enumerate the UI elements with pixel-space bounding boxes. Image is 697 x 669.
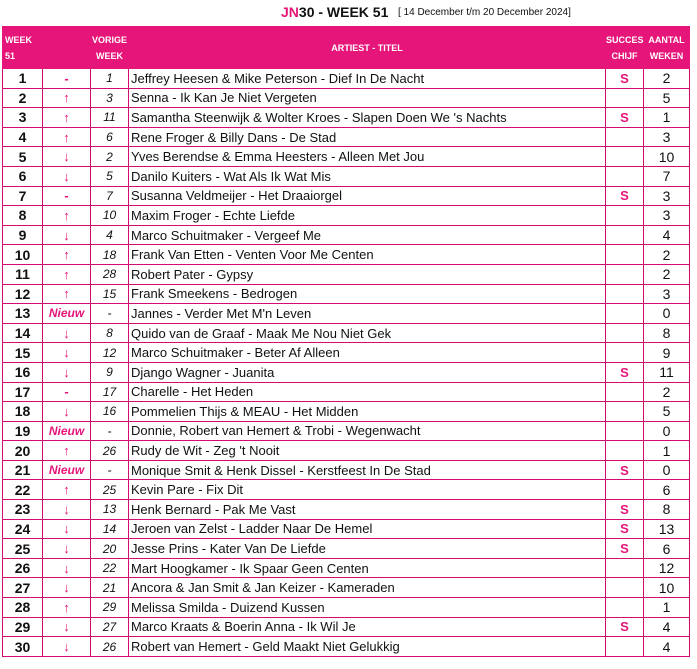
weeks-count-cell: 4 xyxy=(644,225,690,245)
position-cell: 16 xyxy=(3,362,43,382)
succes-cell xyxy=(606,480,644,500)
succes-cell: S xyxy=(606,460,644,480)
movement-cell: ↑ xyxy=(43,264,91,284)
weeks-line1: AANTAL xyxy=(648,34,685,45)
weeks-count-cell: 4 xyxy=(644,637,690,657)
artist-title-cell: Rene Froger & Billy Dans - De Stad xyxy=(129,127,606,147)
previous-week-cell: 28 xyxy=(91,264,129,284)
movement-cell: Nieuw xyxy=(43,304,91,324)
weeks-count-cell: 7 xyxy=(644,166,690,186)
position-cell: 27 xyxy=(3,578,43,598)
artist-title-cell: Marco Schuitmaker - Beter Af Alleen xyxy=(129,343,606,363)
previous-week-cell: 21 xyxy=(91,578,129,598)
weeks-count-cell: 10 xyxy=(644,578,690,598)
artist-title-cell: Susanna Veldmeijer - Het Draaiorgel xyxy=(129,186,606,206)
weeks-line2: WEKEN xyxy=(649,50,684,61)
succ-line1: SUCCES xyxy=(606,34,644,45)
weeks-count-cell: 5 xyxy=(644,402,690,422)
previous-week-cell: 13 xyxy=(91,500,129,520)
weeks-count-cell: 1 xyxy=(644,441,690,461)
succes-cell xyxy=(606,382,644,402)
succes-cell: S xyxy=(606,108,644,128)
artist-title-cell: Maxim Froger - Echte Liefde xyxy=(129,206,606,226)
table-row xyxy=(3,617,690,637)
weeks-count-cell: 3 xyxy=(644,206,690,226)
previous-week-cell: 29 xyxy=(91,598,129,618)
previous-week-cell: 7 xyxy=(91,186,129,206)
weeks-count-cell: 13 xyxy=(644,519,690,539)
movement-cell: ↓ xyxy=(43,402,91,422)
table-row xyxy=(3,304,690,324)
table-row xyxy=(3,637,690,657)
weeks-count-cell: 2 xyxy=(644,264,690,284)
position-cell: 10 xyxy=(3,245,43,265)
artist-title-cell: Samantha Steenwijk & Wolter Kroes - Slapen Doen We 's Nachts xyxy=(129,108,606,128)
succes-cell xyxy=(606,343,644,363)
table-row xyxy=(3,186,690,206)
table-row xyxy=(3,558,690,578)
table-row xyxy=(3,245,690,265)
table-row xyxy=(3,382,690,402)
position-cell: 19 xyxy=(3,421,43,441)
movement-cell: ↑ xyxy=(43,88,91,108)
chart-title xyxy=(281,4,388,20)
col-header-week: WEEK 51 xyxy=(3,27,43,69)
previous-week-cell: 14 xyxy=(91,519,129,539)
chart-title-bar xyxy=(0,0,697,26)
table-row xyxy=(3,519,690,539)
artist-title-cell: Rudy de Wit - Zeg 't Nooit xyxy=(129,441,606,461)
position-cell: 3 xyxy=(3,108,43,128)
table-row xyxy=(3,402,690,422)
weeks-count-cell: 3 xyxy=(644,127,690,147)
artist-title-cell: Jesse Prins - Kater Van De Liefde xyxy=(129,539,606,559)
movement-cell: ↑ xyxy=(43,441,91,461)
artist-title-cell: Senna - Ik Kan Je Niet Vergeten xyxy=(129,88,606,108)
succes-cell xyxy=(606,402,644,422)
previous-week-cell: 17 xyxy=(91,382,129,402)
table-row xyxy=(3,88,690,108)
table-row xyxy=(3,323,690,343)
artist-title-cell: Yves Berendse & Emma Heesters - Alleen Met Jou xyxy=(129,147,606,167)
weeks-count-cell: 3 xyxy=(644,284,690,304)
table-row xyxy=(3,284,690,304)
succes-cell xyxy=(606,637,644,657)
previous-week-cell: 6 xyxy=(91,127,129,147)
header-row xyxy=(3,27,690,69)
previous-week-cell: 27 xyxy=(91,617,129,637)
artist-title-cell: Danilo Kuiters - Wat Als Ik Wat Mis xyxy=(129,166,606,186)
succ-line2: CHIJF xyxy=(611,50,638,61)
position-cell: 28 xyxy=(3,598,43,618)
position-cell: 22 xyxy=(3,480,43,500)
movement-cell: ↑ xyxy=(43,284,91,304)
table-row xyxy=(3,166,690,186)
artist-title-cell: Quido van de Graaf - Maak Me Nou Niet Gek xyxy=(129,323,606,343)
movement-cell: ↓ xyxy=(43,500,91,520)
weeks-count-cell: 11 xyxy=(644,362,690,382)
weeks-count-cell: 8 xyxy=(644,323,690,343)
weeks-count-cell: 2 xyxy=(644,245,690,265)
table-row xyxy=(3,539,690,559)
previous-week-cell: - xyxy=(91,460,129,480)
movement-cell: ↓ xyxy=(43,558,91,578)
chart-table xyxy=(2,26,690,657)
table-row xyxy=(3,441,690,461)
position-cell: 23 xyxy=(3,500,43,520)
artist-title-cell: Charelle - Het Heden xyxy=(129,382,606,402)
table-row xyxy=(3,225,690,245)
previous-week-cell: 26 xyxy=(91,441,129,461)
movement-cell: ↑ xyxy=(43,480,91,500)
artist-title-cell: Monique Smit & Henk Dissel - Kerstfeest In De Stad xyxy=(129,460,606,480)
succes-cell xyxy=(606,127,644,147)
weeks-count-cell: 0 xyxy=(644,421,690,441)
position-cell: 24 xyxy=(3,519,43,539)
position-cell: 11 xyxy=(3,264,43,284)
previous-week-cell: 1 xyxy=(91,69,129,89)
position-cell: 14 xyxy=(3,323,43,343)
artist-title-cell: Ancora & Jan Smit & Jan Keizer - Kameraden xyxy=(129,578,606,598)
previous-week-cell: 12 xyxy=(91,343,129,363)
weeks-count-cell: 2 xyxy=(644,69,690,89)
movement-cell: Nieuw xyxy=(43,460,91,480)
succes-cell: S xyxy=(606,362,644,382)
movement-cell: ↓ xyxy=(43,147,91,167)
movement-cell: ↑ xyxy=(43,245,91,265)
position-cell: 1 xyxy=(3,69,43,89)
position-cell: 17 xyxy=(3,382,43,402)
table-row xyxy=(3,460,690,480)
table-row xyxy=(3,147,690,167)
weeks-count-cell: 10 xyxy=(644,147,690,167)
movement-cell: - xyxy=(43,186,91,206)
artist-title-cell: Marco Kraats & Boerin Anna - Ik Wil Je xyxy=(129,617,606,637)
position-cell: 18 xyxy=(3,402,43,422)
artist-title-cell: Marco Schuitmaker - Vergeef Me xyxy=(129,225,606,245)
succes-cell xyxy=(606,598,644,618)
position-cell: 13 xyxy=(3,304,43,324)
previous-week-cell: 3 xyxy=(91,88,129,108)
position-cell: 20 xyxy=(3,441,43,461)
succes-cell xyxy=(606,206,644,226)
table-row xyxy=(3,500,690,520)
previous-week-cell: 9 xyxy=(91,362,129,382)
previous-week-cell: - xyxy=(91,421,129,441)
previous-week-cell: 15 xyxy=(91,284,129,304)
previous-week-cell: 2 xyxy=(91,147,129,167)
previous-week-cell: 20 xyxy=(91,539,129,559)
artist-title-cell: Mart Hoogkamer - Ik Spaar Geen Centen xyxy=(129,558,606,578)
previous-week-cell: - xyxy=(91,304,129,324)
movement-cell: ↓ xyxy=(43,323,91,343)
col-header-succes xyxy=(606,27,644,69)
movement-cell: ↓ xyxy=(43,617,91,637)
position-cell: 12 xyxy=(3,284,43,304)
position-cell: 25 xyxy=(3,539,43,559)
movement-cell: ↓ xyxy=(43,637,91,657)
movement-cell: ↑ xyxy=(43,127,91,147)
succes-cell: S xyxy=(606,539,644,559)
succes-cell xyxy=(606,323,644,343)
col-header-prev-week xyxy=(91,27,129,69)
table-row xyxy=(3,127,690,147)
movement-cell: ↓ xyxy=(43,343,91,363)
brand-prefix: JN xyxy=(281,4,299,20)
succes-cell xyxy=(606,578,644,598)
position-cell: 6 xyxy=(3,166,43,186)
position-cell: 26 xyxy=(3,558,43,578)
table-row xyxy=(3,206,690,226)
prev-line2: WEEK xyxy=(96,50,123,61)
weeks-count-cell: 6 xyxy=(644,539,690,559)
prev-line1: VORIGE xyxy=(91,34,127,45)
artist-title-cell: Pommelien Thijs & MEAU - Het Midden xyxy=(129,402,606,422)
artist-title-cell: Frank Smeekens - Bedrogen xyxy=(129,284,606,304)
artist-title-cell: Robert Pater - Gypsy xyxy=(129,264,606,284)
movement-cell: ↓ xyxy=(43,166,91,186)
previous-week-cell: 16 xyxy=(91,402,129,422)
previous-week-cell: 4 xyxy=(91,225,129,245)
previous-week-cell: 22 xyxy=(91,558,129,578)
succes-cell: S xyxy=(606,617,644,637)
position-cell: 29 xyxy=(3,617,43,637)
previous-week-cell: 25 xyxy=(91,480,129,500)
movement-cell: - xyxy=(43,382,91,402)
succes-cell xyxy=(606,166,644,186)
position-cell: 30 xyxy=(3,637,43,657)
artist-title-cell: Henk Bernard - Pak Me Vast xyxy=(129,500,606,520)
previous-week-cell: 11 xyxy=(91,108,129,128)
succes-cell xyxy=(606,264,644,284)
previous-week-cell: 26 xyxy=(91,637,129,657)
weeks-count-cell: 0 xyxy=(644,304,690,324)
table-row xyxy=(3,578,690,598)
previous-week-cell: 18 xyxy=(91,245,129,265)
table-row xyxy=(3,362,690,382)
position-cell: 7 xyxy=(3,186,43,206)
succes-cell xyxy=(606,147,644,167)
succes-cell xyxy=(606,441,644,461)
col-header-weeks xyxy=(644,27,690,69)
artist-title-cell: Robert van Hemert - Geld Maakt Niet Gelukkig xyxy=(129,637,606,657)
succes-cell xyxy=(606,88,644,108)
col-header-move xyxy=(43,27,91,69)
position-cell: 8 xyxy=(3,206,43,226)
succes-cell xyxy=(606,304,644,324)
succes-cell: S xyxy=(606,519,644,539)
artist-title-cell: Kevin Pare - Fix Dit xyxy=(129,480,606,500)
previous-week-cell: 10 xyxy=(91,206,129,226)
table-row xyxy=(3,108,690,128)
artist-title-cell: Donnie, Robert van Hemert & Trobi - Wegenwacht xyxy=(129,421,606,441)
weeks-count-cell: 2 xyxy=(644,382,690,402)
position-cell: 9 xyxy=(3,225,43,245)
weeks-count-cell: 12 xyxy=(644,558,690,578)
movement-cell: ↓ xyxy=(43,539,91,559)
succes-cell: S xyxy=(606,69,644,89)
weeks-count-cell: 4 xyxy=(644,617,690,637)
artist-title-cell: Frank Van Etten - Venten Voor Me Centen xyxy=(129,245,606,265)
weeks-count-cell: 0 xyxy=(644,460,690,480)
artist-title-cell: Jeffrey Heesen & Mike Peterson - Dief In De Nacht xyxy=(129,69,606,89)
movement-cell: ↓ xyxy=(43,225,91,245)
table-row xyxy=(3,598,690,618)
position-cell: 4 xyxy=(3,127,43,147)
succes-cell: S xyxy=(606,500,644,520)
artist-title-cell: Jannes - Verder Met M'n Leven xyxy=(129,304,606,324)
artist-title-cell: Melissa Smilda - Duizend Kussen xyxy=(129,598,606,618)
succes-cell xyxy=(606,421,644,441)
succes-cell: S xyxy=(606,186,644,206)
weeks-count-cell: 8 xyxy=(644,500,690,520)
artist-title-cell: Django Wagner - Juanita xyxy=(129,362,606,382)
movement-cell: Nieuw xyxy=(43,421,91,441)
weeks-count-cell: 3 xyxy=(644,186,690,206)
movement-cell: ↑ xyxy=(43,206,91,226)
position-cell: 2 xyxy=(3,88,43,108)
table-row xyxy=(3,69,690,89)
weeks-count-cell: 1 xyxy=(644,108,690,128)
col-header-artist-title: ARTIEST - TITEL xyxy=(129,27,606,69)
previous-week-cell: 8 xyxy=(91,323,129,343)
weeks-count-cell: 5 xyxy=(644,88,690,108)
table-row xyxy=(3,343,690,363)
position-cell: 5 xyxy=(3,147,43,167)
movement-cell: ↓ xyxy=(43,578,91,598)
movement-cell: ↓ xyxy=(43,519,91,539)
previous-week-cell: 5 xyxy=(91,166,129,186)
artist-title-cell: Jeroen van Zelst - Ladder Naar De Hemel xyxy=(129,519,606,539)
movement-cell: - xyxy=(43,69,91,89)
table-row xyxy=(3,480,690,500)
movement-cell: ↑ xyxy=(43,108,91,128)
succes-cell xyxy=(606,284,644,304)
week-title: 30 - WEEK 51 xyxy=(298,4,389,20)
table-row xyxy=(3,264,690,284)
weeks-count-cell: 1 xyxy=(644,598,690,618)
succes-cell xyxy=(606,225,644,245)
date-range: [ 14 December t/m 20 December 2024] xyxy=(398,7,571,18)
table-row xyxy=(3,421,690,441)
succes-cell xyxy=(606,245,644,265)
position-cell: 21 xyxy=(3,460,43,480)
weeks-count-cell: 9 xyxy=(644,343,690,363)
movement-cell: ↑ xyxy=(43,598,91,618)
position-cell: 15 xyxy=(3,343,43,363)
weeks-count-cell: 6 xyxy=(644,480,690,500)
succes-cell xyxy=(606,558,644,578)
movement-cell: ↓ xyxy=(43,362,91,382)
